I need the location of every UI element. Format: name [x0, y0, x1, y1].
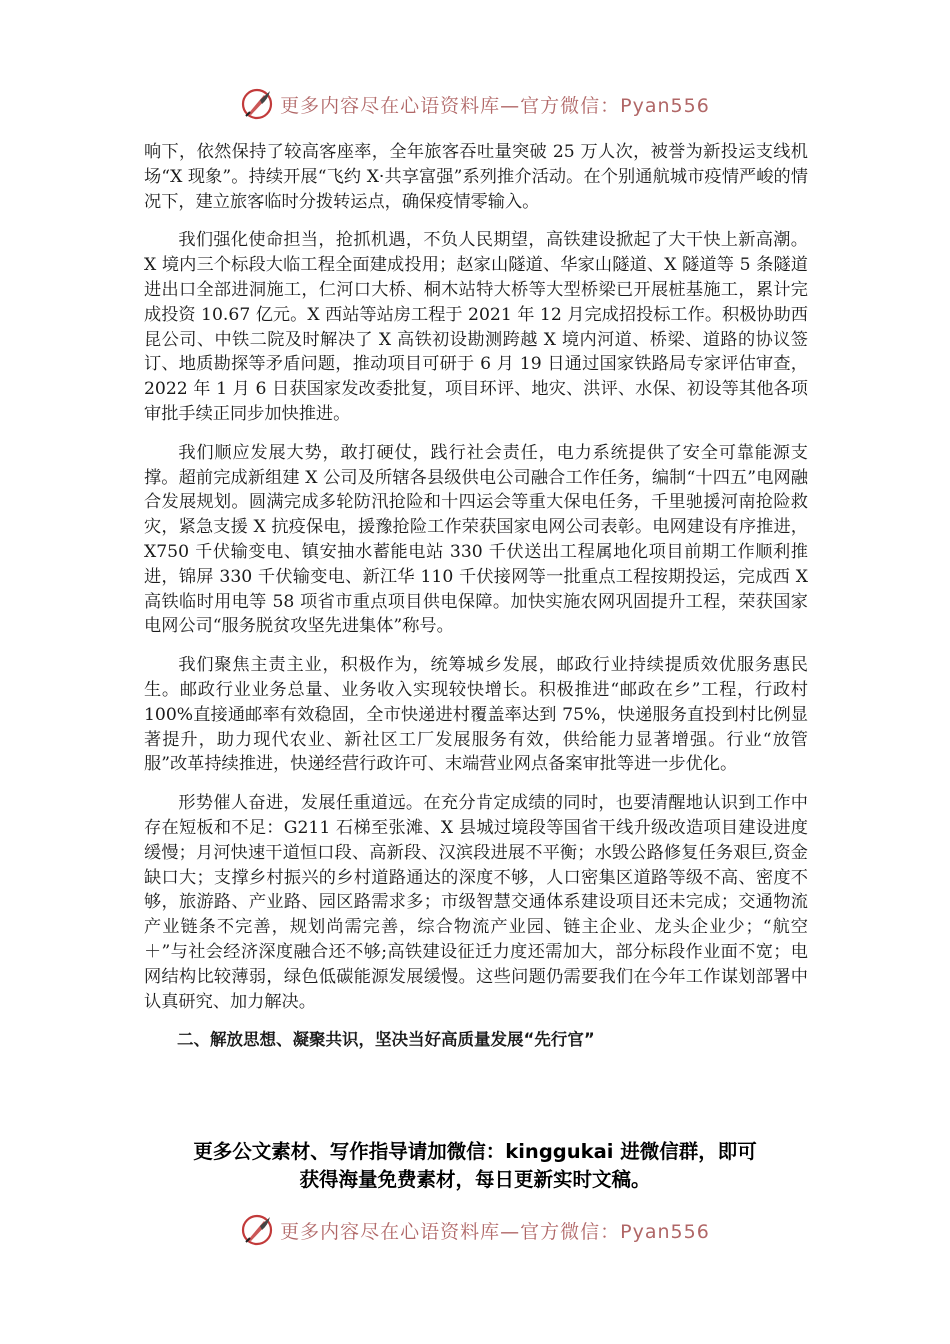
- footer-watermark: [0, 1212, 950, 1248]
- watermark-text: 更多内容尽在心语资料库—官方微信：Pyan556: [280, 1220, 710, 1243]
- header-watermark: [0, 86, 950, 122]
- paragraph: 我们顺应发展大势，敢打硬仗，践行社会责任，电力系统提供了安全可靠能源支撑。超前完成新组建 X 公司及所辖各县级供电公司融合工作任务，编制“十四五”电网融合发展规划。圆满完成多轮防汛抢险和十四运会等重大保电任务，千里驰援河南抢险救灾，紧急支援 X 抗疫保电，援豫抢险工作荣获国家电网公司表彰。电网建设有序推进，X750 千伏输变电、镇安抽水蓄能电站 330 千伏送出工程属地化项目前期工作顺利推进，锦屏 330 千伏输变电、新江华 110 千伏接网等一批重点工程按期投运，完成西 X 高铁临时用电等 58 项省市重点项目供电保障。加快实施农网巩固提升工程，荣获国家电网公司“服务脱贫攻坚先进集体”称号。: [144, 442, 808, 637]
- paragraph: 响下，依然保持了较高客座率，全年旅客吞吐量突破 25 万人次，被誉为新投运支线机场“X 现象”。持续开展“飞约 X·共享富强”系列推介活动。在个别通航城市疫情严峻的情况下，建立旅客临时分拨转运点，确保疫情零输入。: [144, 142, 808, 212]
- paragraph: 我们聚焦主责主业，积极作为，统筹城乡发展，邮政行业持续提质效优服务惠民生。邮政行业业务总量、业务收入实现较快增长。积极推进“邮政在乡”工程，行政村 100%直接通邮率有效稳固，全市快递进村覆盖率达到 75%，快递服务直投到村比例显著提升，助力现代农业、新社区工厂发展服务有效，供给能力显著增强。行业“放管服”改革持续推进，快递经营行政许可、末端营业网点备案审批等进一步优化。: [144, 655, 808, 775]
- watermark-text: 更多内容尽在心语资料库—官方微信：Pyan556: [280, 94, 710, 117]
- paragraph: 我们强化使命担当，抢抓机遇，不负人民期望，高铁建设掀起了大干快上新高潮。X 境内三个标段大临工程全面建成投用；赵家山隧道、华家山隧道、X 隧道等 5 条隧道进出口全部进洞施工，仁河口大桥、桐木站特大桥等大型桥梁已开展桩基施工，累计完成投资 10.67 亿元。X 西站等站房工程于 2021 年 12 月完成招投标工作。积极协助西昆公司、中铁二院及时解决了 X 高铁初设勘测跨越 X 境内河道、桥梁、道路的协议签订、地质勘探等矛盾问题，推动项目可研于 6 月 19 日通过国家铁路局专家评估审查，2022 年 1 月 6 日获国家发改委批复，项目环评、地灾、洪评、水保、初设等其他各项审批手续正同步加快推进。: [144, 230, 808, 424]
- promo-notice: [130, 1138, 820, 1194]
- section-heading: 二、解放思想、凝聚共识，坚决当好高质量发展“先行官”: [177, 1030, 595, 1050]
- paragraph: 形势催人奋进，发展任重道远。在充分肯定成绩的同时，也要清醒地认识到工作中存在短板和不足：G211 石梯至张滩、X 县城过境段等国省干线升级改造项目建设进度缓慢；月河快速干道恒口段、高新段、汉滨段进展不平衡；水毁公路修复任务艰巨,资金缺口大；支撑乡村振兴的乡村道路通达的深度不够，人口密集区道路等级不高、密度不够，旅游路、产业路、园区路需求多；市级智慧交通体系建设项目还未完成；交通物流产业链条不完善，规划尚需完善，综合物流产业园、链主企业、龙头企业少；“航空＋”与社会经济深度融合还不够;高铁建设征迁力度还需加大，部分标段作业面不宽；电网结构比较薄弱，绿色低碳能源发展缓慢。这些问题仍需要我们在今年工作谋划部署中认真研究、加力解决。: [144, 793, 808, 1012]
- quill-logo-icon: [240, 1213, 274, 1247]
- promo-line: 更多公文素材、写作指导请加微信：kinggukai 进微信群，即可: [193, 1140, 757, 1163]
- article-body: [144, 140, 808, 1053]
- promo-line: 获得海量免费素材，每日更新实时文稿。: [299, 1168, 651, 1191]
- quill-logo-icon: [240, 87, 274, 121]
